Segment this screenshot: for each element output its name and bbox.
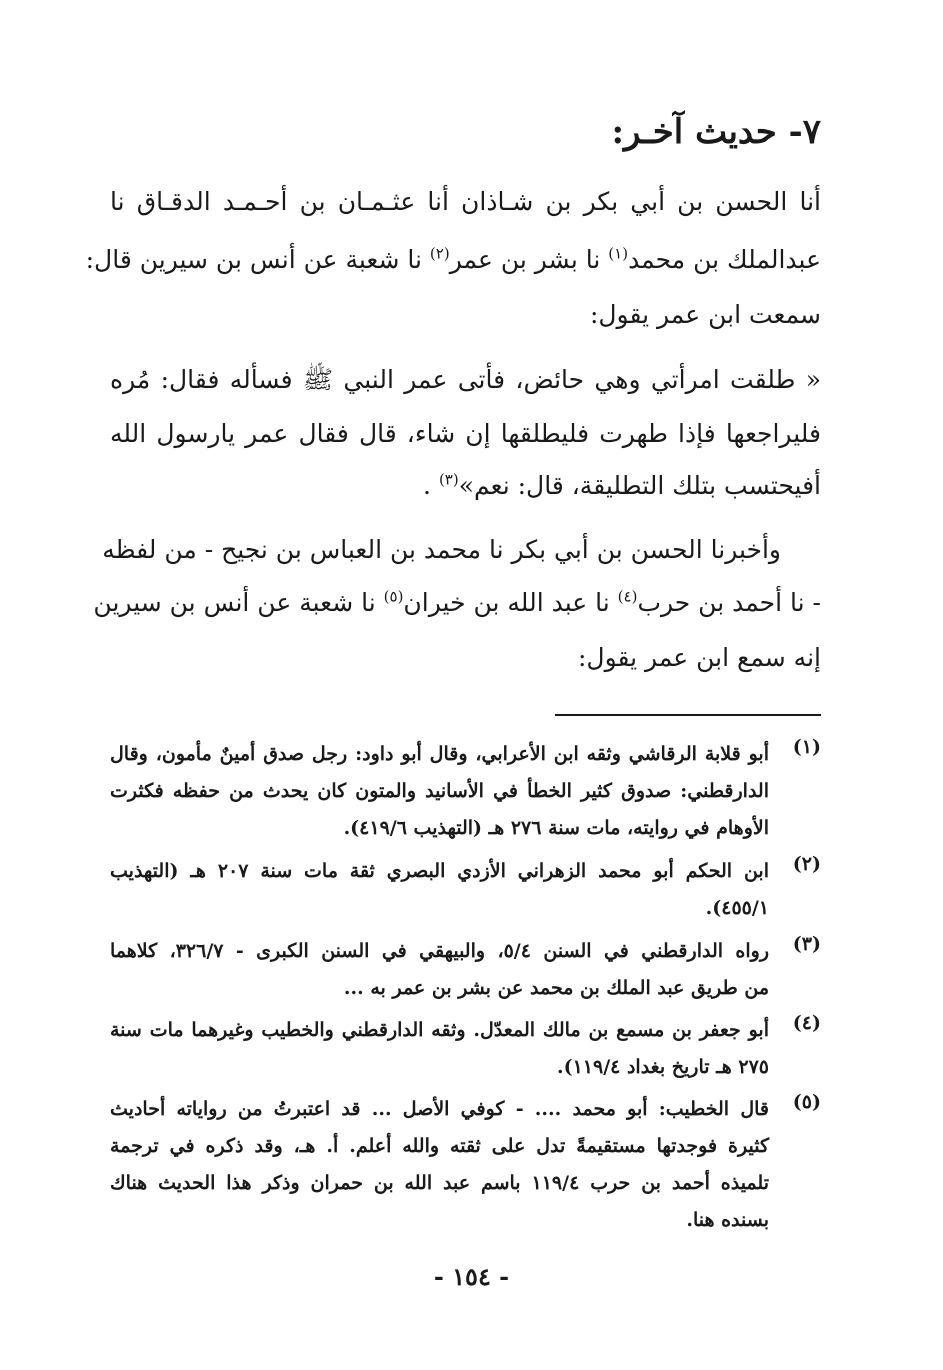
footnote-number: (٤): [792, 1012, 821, 1034]
footnote-line: من طريق عبد الملك بن محمد عن بشر بن عمر به ...: [343, 977, 769, 999]
body-line: أنا الحسن بن أبي بكر بن شـاذان أنا عثـمـان بن أحـمـد الدقـاق نا: [110, 187, 821, 216]
footnote-marker: (٥): [383, 587, 404, 606]
footnote-line: ٢٧٥ هـ تاريخ بغداد ١١٩/٤).: [556, 1056, 769, 1078]
footnote-line: رواه الدارقطني في السنن ٥/٤، والبيهقي في السنن الكبرى - ٣٢٦/٧، كلاهما: [110, 940, 769, 962]
footnote-4: [110, 1012, 821, 1086]
footnote-line: قال الخطيب: أبو محمد .... - كوفي الأصل ... قد اعتبرتُ من رواياته أحاديث: [110, 1098, 769, 1120]
body-line: وأخبرنا الحسن بن أبي بكر نا محمد بن العباس بن نجيح - من لفظه: [102, 535, 781, 564]
body-text: عبدالملك بن محمد: [628, 245, 821, 274]
footnote-line: ابن الحكم أبو محمد الزهراني الأزدي البصري ثقة مات سنة ٢٠٧ هـ (التهذيب: [110, 860, 769, 882]
footnote-marker: (١): [608, 244, 629, 263]
body-text: نا شعبة عن أنس بن سيرين: [93, 588, 376, 617]
body-line: [110, 458, 821, 514]
footnote-5: [110, 1091, 821, 1239]
body-text: نا عبد الله بن خيران: [403, 588, 610, 617]
footnote-number: (١): [792, 736, 821, 758]
footnote-3: [110, 933, 821, 1007]
page-number: - ١٥٤ -: [433, 1262, 510, 1291]
footnote-marker: (٤): [617, 587, 638, 606]
footnote-line: كثيرة فوجدتها مستقيمةً تدل على ثقته والله أعلم. أ. هـ، وقد ذكره في ترجمة: [110, 1135, 769, 1157]
footnote-2: [110, 853, 821, 927]
footnote-number: (٢): [792, 853, 821, 875]
body-text: - نا أحمد بن حرب: [637, 588, 821, 617]
footnote-marker: (٢): [429, 244, 450, 263]
body-text: نا بشر بن عمر: [449, 245, 601, 274]
body-text: نا شعبة عن أنس بن سيرين قال:: [85, 245, 422, 274]
footnote-marker: (٣): [438, 470, 459, 489]
footnote-1: [110, 736, 821, 847]
body-line: سمعت ابن عمر يقول:: [589, 300, 821, 329]
footnote-line: تلميذه أحمد بن حرب ١١٩/٤ باسم عبد الله بن حمران وذكر هذا الحديث هناك: [110, 1172, 769, 1194]
footnote-line: بسنده هنا.: [686, 1209, 769, 1231]
footnote-line: الأوهام في روايته، مات سنة ٢٧٦ هـ (التهذيب ٤١٩/٦).: [343, 817, 769, 839]
section-heading: ٧- حديث آخـر:: [611, 112, 821, 152]
footnote-line: ٤٥٥/١).: [705, 897, 769, 919]
body-line: فليراجعها فإذا طهرت فليطلقها إن شاء، قال فقال عمر يارسول الله: [110, 419, 821, 448]
footnote-line: أبو قلابة الرقاشي وثقه ابن الأعرابي، وقال أبو داود: رجل صدق أمينٌ مأمون، وقال: [110, 743, 769, 765]
footnote-separator: [555, 714, 821, 716]
footnote-number: (٥): [792, 1091, 821, 1113]
body-text: .: [423, 471, 431, 500]
body-line: [93, 575, 821, 631]
body-text: أفيحتسب بتلك التطليقة، قال: نعم»: [458, 471, 821, 500]
body-line: [85, 232, 821, 288]
body-line: إنه سمع ابن عمر يقول:: [577, 643, 821, 672]
footnote-line: الدارقطني: صدوق كثير الخطأ في الأسانيد والمتون كان يحدث من حفظه فكثرت: [110, 780, 769, 802]
body-line: « طلقت امرأتي وهي حائض، فأتى عمر النبي ﷺ فسأله فقال: مُره: [110, 365, 821, 394]
footnote-number: (٣): [792, 933, 821, 955]
footnote-line: أبو جعفر بن مسمع بن مالك المعدّل. وثقه الدارقطني والخطيب وغيرهما مات سنة: [110, 1019, 769, 1041]
